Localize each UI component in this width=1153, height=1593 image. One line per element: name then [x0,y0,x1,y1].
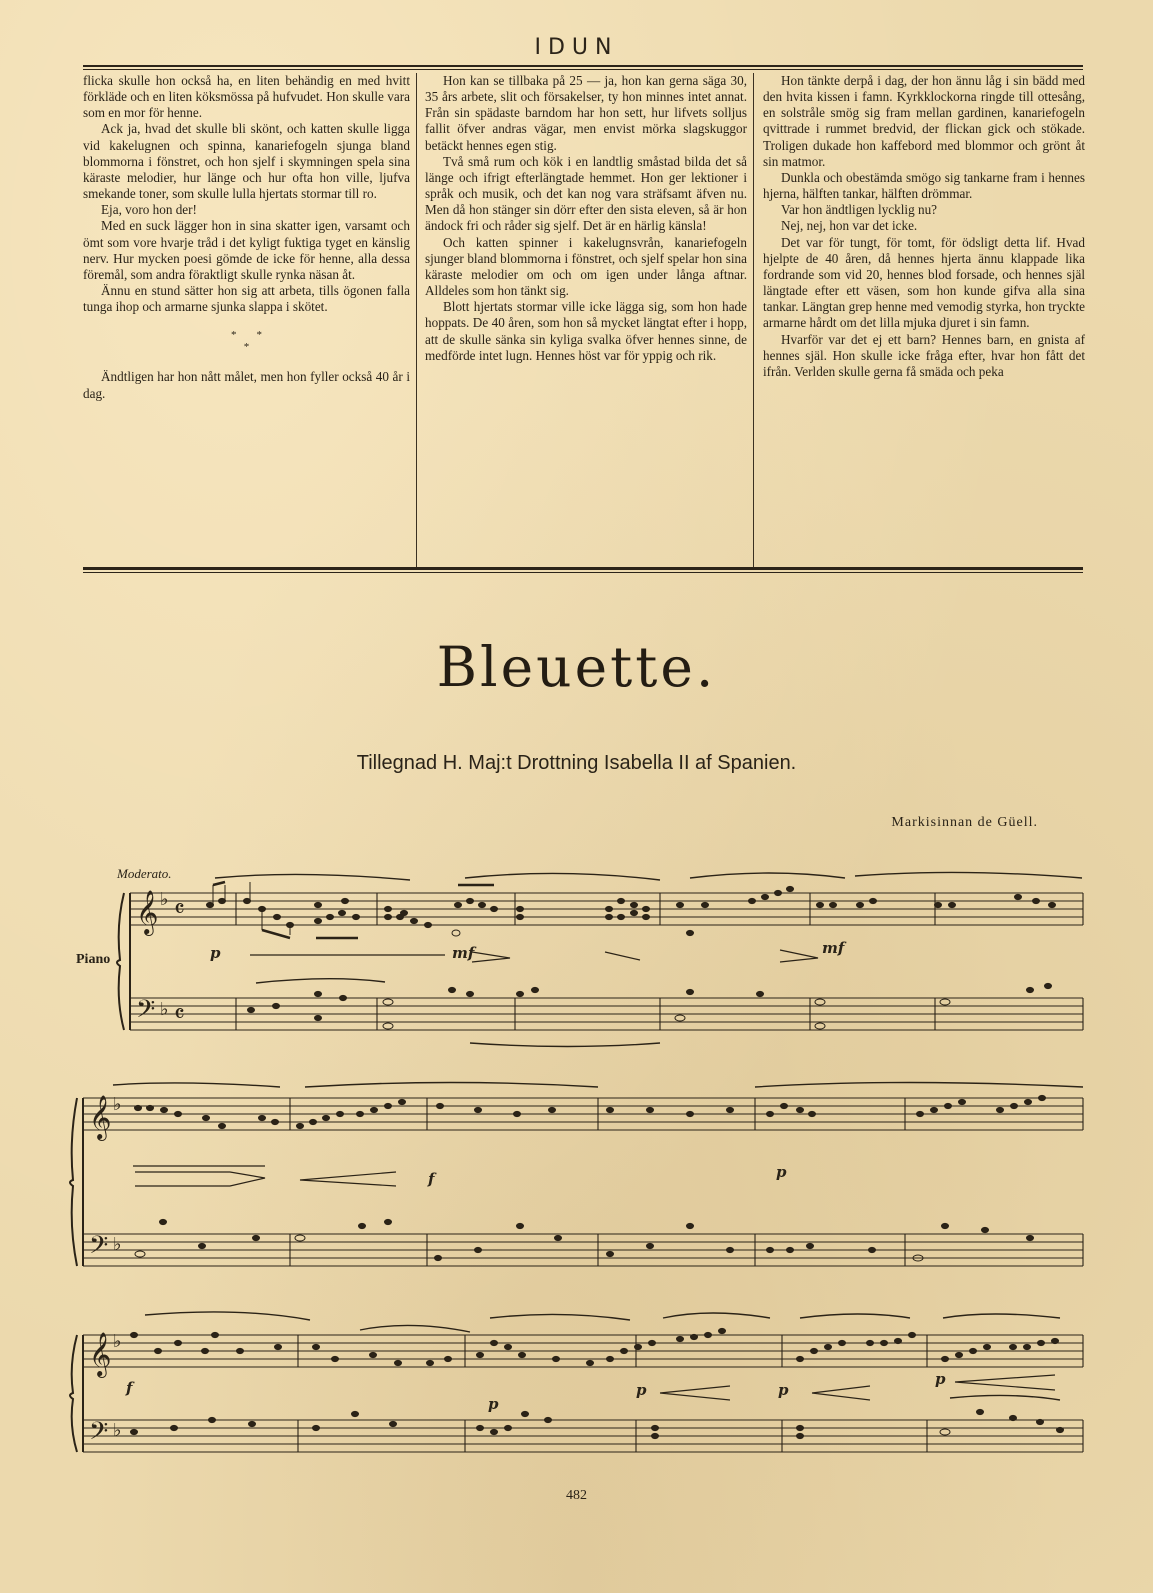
system-1 [130,893,1083,1030]
paragraph: Och katten spinner i kakelugnsvrån, kanariefogeln sjunger bland blommorna i fönstret, och sjelf spelar hon sina käraste melodier om och om igen under långa aftnar. Alldeles som hon tänkt sig. [425,234,747,299]
hairpins [133,950,1055,1400]
flat-icon: ♭ [160,999,169,1020]
bass-clef-icon: 𝄢 [89,1417,109,1452]
flat-icon: ♭ [113,1234,122,1255]
dynamic-marking: p [636,1381,647,1399]
paragraph: Nej, nej, hon var det icke. [781,218,918,234]
dynamic-marking: p [935,1370,946,1388]
paragraph: Hon kan se tillbaka på 25 — ja, hon kan gerna säga 30, 35 års arbete, slit och försakelser, ty hon minnes intet annat. Från sin spädaste barndom har hon sett, hur lifvets solljus fallit öfver andras vägar, men envist mörka slagskuggor betäckt hennes egen stig. [425,73,747,153]
flat-icon: ♭ [113,1094,122,1115]
dynamic-marking: f [428,1170,435,1188]
paragraph: Var hon ändtligen lycklig nu? [781,202,938,218]
bass-clef-icon: 𝄢 [89,1231,109,1266]
flat-icon: ♭ [113,1331,122,1352]
paragraph: Hvarför var det ej ett barn? Hennes barn, en gnista af hennes själ. Hon skulle icke fråga efter, hvar hon fått det ifrån. Verlden skulle gerna få smäda och peka [763,331,1085,379]
dynamic-marking: p [210,944,221,962]
dynamic-marking: p [488,1395,499,1413]
system-3 [83,1335,1083,1452]
masthead: IDUN [534,35,619,60]
section-break: * * * [231,329,262,354]
bass-clef-icon: 𝄢 [136,995,156,1030]
dynamic-marking: mf [452,944,475,962]
paragraph: Det var för tungt, för tomt, för ödsligt detta lif. Hvad hjelpte de 40 åren, då hennes hjerta ännu klappade lika fordrande som vid 20, hennes blod forsade, och hennes själ längtade efter ett väsen, som hon kunde gifva alla sina tankar. Längtan grep henne med vemodig styrka, hon tryckte armarne hårdt om det lilla mjuka djuret i sin famn. [763,234,1085,331]
dynamic-marking: p [778,1381,789,1399]
music-title: Bleuette. [436,635,717,699]
paragraph: Två små rum och kök i en landtlig småstad bilda det så länge och ifrigt efterlängtade hemmet. Hon ger lektioner i språk och musik, och det kan nog vara sträfsamt äfven nu. Men då hon stänger sin dörr efter den sista eleven, så är hon ändock fri och råder sig sjelf. Det är en härlig känsla! [425,153,747,234]
tempo-marking: Moderato. [117,866,172,881]
paragraph: Med en suck lägger hon in sina skatter igen, varsamt och ömt som vore hvarje tråd i det kyligt fuktiga tyget en känslig nerv. Hur mycken poesi gömde de icke för henne, alla dessa föremål, som andra föraktligt skulle rynka näsan åt. [83,218,410,282]
paragraph: Hon tänkte derpå i dag, der hon ännu låg i sin bädd med den hvita kissen i famn. Kyrkklockorna ringde till ottesång, en solstråle smög sig fram mellan gardinen, kanariefogeln qvittrade i rummet bredvid, der flickan gick och stökade. Troligen dukade hon kaffebord med blommor och grönt åt sin matmor. [763,73,1085,169]
paragraph: Ack ja, hvad det skulle bli skönt, och katten skulle ligga vid kakelugnen och spinna, kanariefogeln sjunga bland blommorna i fönstret, och hon sjelf i skymningen spela sina käraste melodier, hur länge och hur ofta hon ville, ljufva smekande toner, som skulle lulla hjertats stormar till ro. [83,121,410,202]
flat-icon: ♭ [113,1420,122,1441]
instrument-label: Piano [76,952,111,967]
dynamic-marking: mf [822,939,845,957]
page-number: 482 [566,1488,587,1503]
treble-clef-icon: 𝄞 [136,890,159,934]
dynamic-marking: f [126,1379,133,1397]
treble-clef-icon: 𝄞 [89,1332,112,1376]
flat-icon: ♭ [160,889,169,910]
paragraph: Eja, voro hon der! [101,202,197,218]
composer: Markisinnan de Güell. [891,815,1038,830]
paragraph: Ännu en stund sätter hon sig att arbeta, tills ögonen falla tunga ihop och armarne sjunka slappa i skötet. [83,283,410,315]
dedication: Tillegnad H. Maj:t Drottning Isabella II af Spanien. [356,752,797,774]
system-2 [83,1098,1083,1266]
common-time-icon: 𝄴 [174,1000,185,1028]
paragraph: flicka skulle hon också ha, en liten behändig en med hvitt förkläde och en liten köksmössa på hufvudet. Hon skulle vara som en mor för henne. [83,73,410,121]
common-time-icon: 𝄴 [174,895,185,923]
paragraph: Blott hjertats stormar ville icke lägga sig, som hon hade hoppats. De 40 åren, som hon så mycket längtat efter i hopp, att de skulle sänka sin kyliga svalka öfver hennes sinne, de medförde intet lugn. Hennes höst var för yppig och rik. [425,299,747,363]
paragraph: Ändtligen har hon nått målet, men hon fyller också 40 år i dag. [83,369,410,401]
notes [131,882,1064,1439]
treble-clef-icon: 𝄞 [89,1095,112,1139]
dynamic-marking: p [776,1163,787,1181]
paragraph: Dunkla och obestämda smögo sig tankarne fram i hennes hjerna, hälften tankar, hälften drömmar. [763,169,1085,202]
